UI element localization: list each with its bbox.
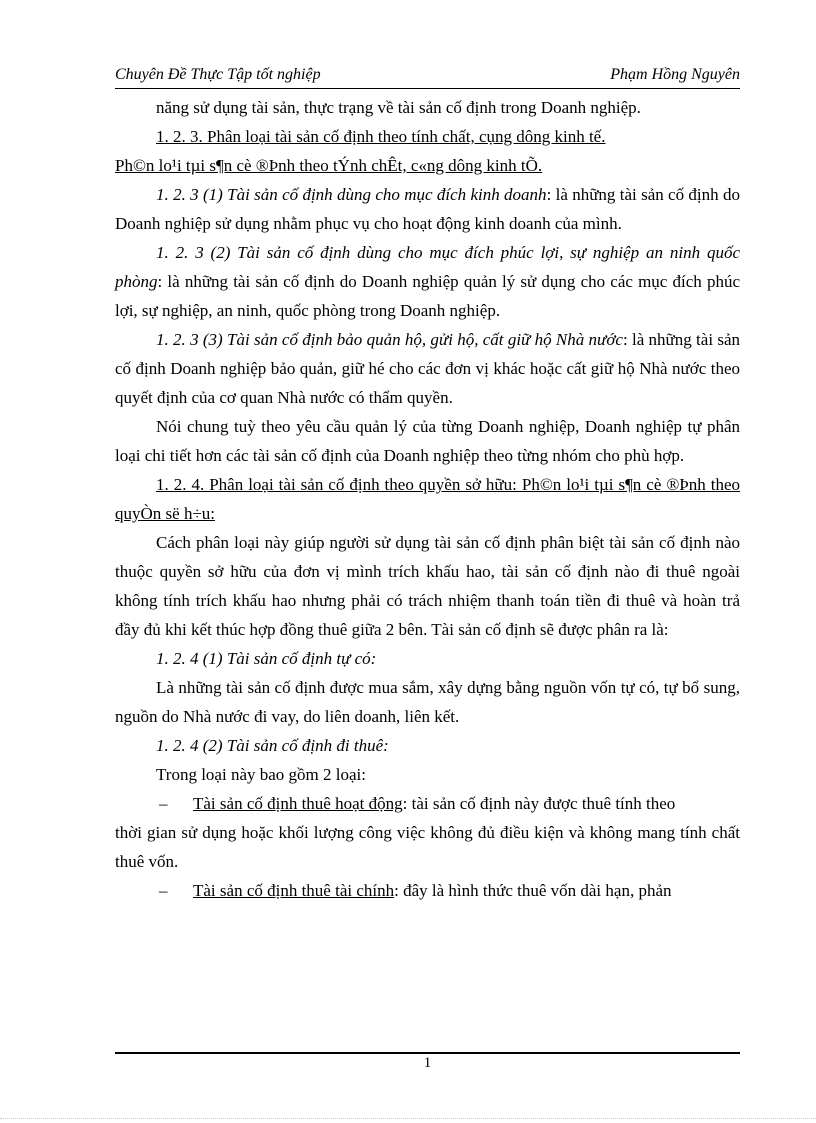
subheading-1-2-3-3: 1. 2. 3 (3) Tài sản cố định bảo quản hộ, gửi hộ, cất giữ hộ Nhà nước (156, 330, 623, 349)
header-document-title: Chuyên Đề Thực Tập tốt nghiệp (115, 66, 321, 83)
section-heading-1-2-4: 1. 2. 4. Phân loại tài sản cố định theo quyền sở hữu: Ph©n lo¹i tµi s¶n cè ®Þnh theo quyÒn së h÷u: (115, 475, 740, 523)
paragraph-1-2-3-3 (115, 325, 740, 412)
term-finance-lease: Tài sản cố định thuê tài chính (193, 881, 395, 900)
footer-rule (115, 1052, 740, 1054)
list-item-finance-lease (115, 876, 740, 905)
section-heading-1-2-3: 1. 2. 3. Phân loại tài sản cố định theo tính chất, cụng dông kinh tế. (156, 127, 606, 146)
paragraph-continuation: năng sử dụng tài sản, thực trạng về tài sản cố định trong Doanh nghiệp. (156, 98, 641, 117)
paragraph-owned-assets: Là những tài sản cố định được mua sắm, xây dựng bằng nguồn vốn tự có, tự bổ sung, nguồn do Nhà nước đi vay, do liên doanh, liên kết. (115, 678, 740, 726)
page-header (115, 66, 740, 84)
dash-bullet: – (159, 881, 168, 900)
header-rule (115, 88, 740, 89)
list-item-text: : đây là hình thức thuê vốn dài hạn, phản (394, 881, 672, 900)
paragraph-text: : là những tài sản cố định Doanh nghiệp bảo quản, giữ hé cho các đơn vị khác hoặc cất giữ hộ Nhà nước theo quyết định của cơ quan Nhà nước có thẩm quyền. (115, 330, 741, 407)
paragraph-1-2-3-2 (115, 238, 740, 325)
subheading-1-2-4-2: 1. 2. 4 (2) Tài sản cố định đi thuê: (156, 736, 389, 755)
list-item-operating-lease (115, 789, 740, 818)
subheading-1-2-4-1: 1. 2. 4 (1) Tài sản cố định tự có: (156, 649, 377, 668)
paragraph-text: : là những tài sản cố định do Doanh nghiệp sử dụng nhằm phục vụ cho hoạt động kinh doanh của mình. (115, 185, 740, 233)
subheading-1-2-3-2: 1. 2. 3 (2) Tài sản cố định dùng cho mục đích phúc lợi, sự nghiệp an ninh quốc phòng (115, 243, 740, 291)
list-item-text: : tài sản cố định này được thuê tính theo (402, 794, 676, 813)
paragraph-text: : là những tài sản cố định do Doanh nghiệp quản lý sử dụng cho các mục đích phúc lợi, sự nghiệp, an ninh, quốc phòng trong Doanh nghiệp. (115, 272, 740, 320)
page-bottom-divider (0, 1118, 816, 1119)
paragraph-summary: Nói chung tuỳ theo yêu cầu quản lý của từng Doanh nghiệp, Doanh nghiệp tự phân loại chi tiết hơn các tài sản cố định của Doanh nghiệp theo từng nhóm cho phù hợp. (115, 417, 740, 465)
dash-bullet: – (159, 794, 168, 813)
paragraph-leased-types: Trong loại này bao gồm 2 loại: (156, 765, 366, 784)
paragraph-ownership: Cách phân loại này giúp người sử dụng tài sản cố định phân biệt tài sản cố định nào thuộc quyền sở hữu của đơn vị mình trích khấu hao, tài sản cố định nào đi thuê ngoài không tính trích khấu hao nhưng phải có trách nhiệm thanh toán tiền đi thuê và hoàn trả đầy đủ khi kết thúc hợp đồng thuê giữa 2 bên. Tài sản cố định sẽ được phân ra là: (115, 533, 740, 639)
document-body (115, 93, 740, 905)
header-author: Phạm Hồng Nguyên (610, 66, 740, 83)
page-number: 1 (423, 1055, 432, 1071)
subheading-1-2-3-1: 1. 2. 3 (1) Tài sản cố định dùng cho mục đích kinh doanh (156, 185, 547, 204)
section-heading-1-2-3-garbled: Ph©n lo¹i tµi s¶n cè ®Þnh theo tÝnh chÊt, c«ng dông kinh tÕ. (115, 156, 543, 175)
list-item-continuation: thời gian sử dụng hoặc khối lượng công việc không đủ điều kiện và không mang tính chất thuê vốn. (115, 823, 740, 871)
paragraph-1-2-3-1 (115, 180, 740, 238)
term-operating-lease: Tài sản cố định thuê hoạt động (193, 794, 403, 813)
